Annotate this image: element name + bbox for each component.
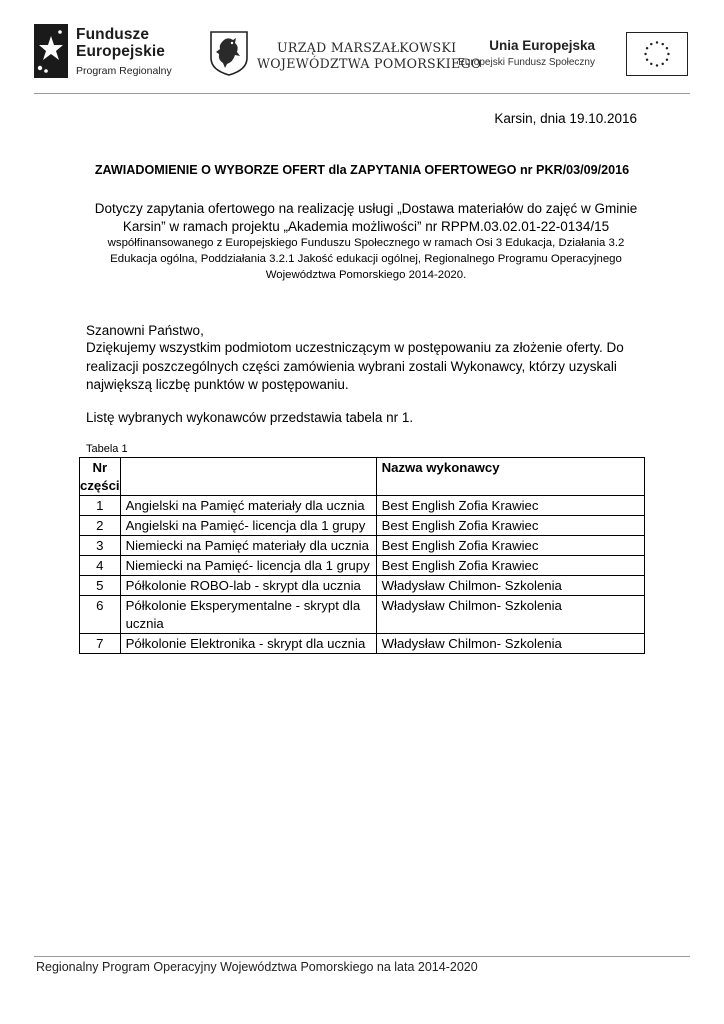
ue-logo-title: Unia Europejska <box>489 38 595 53</box>
fe-logo-line2: Europejskie <box>76 43 165 60</box>
row-number: 5 <box>80 576 121 596</box>
row-number: 1 <box>80 496 121 516</box>
row-part: Niemiecki na Pamięć materiały dla ucznia <box>120 536 376 556</box>
row-contractor: Best English Zofia Krawiec <box>376 496 644 516</box>
table-row <box>80 536 645 556</box>
table-row <box>80 556 645 576</box>
place-date: Karsin, dnia 19.10.2016 <box>494 111 637 126</box>
listing-paragraph: Listę wybranych wykonawców przedstawia tabela nr 1. <box>86 410 414 425</box>
header-contractor: Nazwa wykonawcy <box>376 458 644 496</box>
header-divider <box>34 93 690 94</box>
cofinancing-text: współfinansowanego z Europejskiego Funduszu Społecznego w ramach Osi 3 Edukacja, Działania 3.2 Edukacja ogólna, Poddziałania 3.2.1 Jakość edukacji ogólnej, Regionalnego Programu Operacyjnego Województwa Pomorskiego 2014-2020. <box>107 237 625 281</box>
row-part: Angielski na Pamięć materiały dla ucznia <box>120 496 376 516</box>
um-logo-line2: WOJEWÓDZTWA POMORSKIEGO <box>257 56 482 71</box>
table-row <box>80 596 645 634</box>
subject-text <box>86 200 646 236</box>
row-part: Niemiecki na Pamięć- licencja dla 1 grupy <box>120 556 376 576</box>
table-caption: Tabela 1 <box>86 443 128 455</box>
unia-europejska-logo <box>458 30 690 80</box>
table-row <box>80 634 645 654</box>
row-contractor: Best English Zofia Krawiec <box>376 556 644 576</box>
fundusze-star-icon <box>34 24 68 78</box>
fe-logo-line3: Program Regionalny <box>76 65 172 77</box>
row-number: 3 <box>80 536 121 556</box>
footer-divider <box>34 956 690 957</box>
row-contractor: Best English Zofia Krawiec <box>376 516 644 536</box>
row-part: Półkolonie Elektronika - skrypt dla ucznia <box>120 634 376 654</box>
row-part: Półkolonie Eksperymentalne - skrypt dla ucznia <box>120 596 376 634</box>
footer-text: Regionalny Program Operacyjny Województwa Pomorskiego na lata 2014-2020 <box>36 960 478 974</box>
row-contractor: Władysław Chilmon- Szkolenia <box>376 596 644 634</box>
row-part: Angielski na Pamięć- licencja dla 1 grupy <box>120 516 376 536</box>
thanks-paragraph: Dziękujemy wszystkim podmiotom uczestniczącym w postępowaniu za złożenie oferty. Do realizacji poszczególnych części zamówienia wybrani zostali Wykonawcy, którzy uzyskali największą liczbę punktów w postępowaniu. <box>86 340 624 392</box>
row-contractor: Władysław Chilmon- Szkolenia <box>376 576 644 596</box>
row-number: 4 <box>80 556 121 576</box>
row-number: 6 <box>80 596 121 634</box>
fundusze-europejskie-logo <box>34 22 184 80</box>
ue-logo-subtitle: Europejski Fundusz Społeczny <box>458 57 595 68</box>
header-part-number: Nr części <box>80 458 121 496</box>
table-header-row <box>80 458 645 496</box>
eu-flag-icon <box>626 32 688 76</box>
subject-line-1: Dotyczy zapytania ofertowego na realizację usługi „Dostawa materiałów do zajęć w Gminie <box>94 201 638 216</box>
row-number: 7 <box>80 634 121 654</box>
selected-contractors-table <box>79 457 645 654</box>
table-row <box>80 496 645 516</box>
row-contractor: Władysław Chilmon- Szkolenia <box>376 634 644 654</box>
um-logo-line1: URZĄD MARSZAŁKOWSKI <box>277 40 457 55</box>
row-number: 2 <box>80 516 121 536</box>
document-heading: ZAWIADOMIENIE O WYBORZE OFERT dla ZAPYTANIA OFERTOWEGO nr PKR/03/09/2016 <box>94 163 630 177</box>
table-row <box>80 516 645 536</box>
row-part: Półkolonie ROBO-lab - skrypt dla ucznia <box>120 576 376 596</box>
fe-logo-line1: Fundusze <box>76 26 150 43</box>
row-contractor: Best English Zofia Krawiec <box>376 536 644 556</box>
urzad-marszalkowski-logo <box>209 30 482 80</box>
griffin-crest-icon <box>209 30 249 76</box>
table-row <box>80 576 645 596</box>
header-part-name <box>120 458 376 496</box>
greeting: Szanowni Państwo, <box>86 323 204 338</box>
subject-line-2: Karsin” w ramach projektu „Akademia możliwości” nr RPPM.03.02.01-22-0134/15 <box>122 219 610 234</box>
